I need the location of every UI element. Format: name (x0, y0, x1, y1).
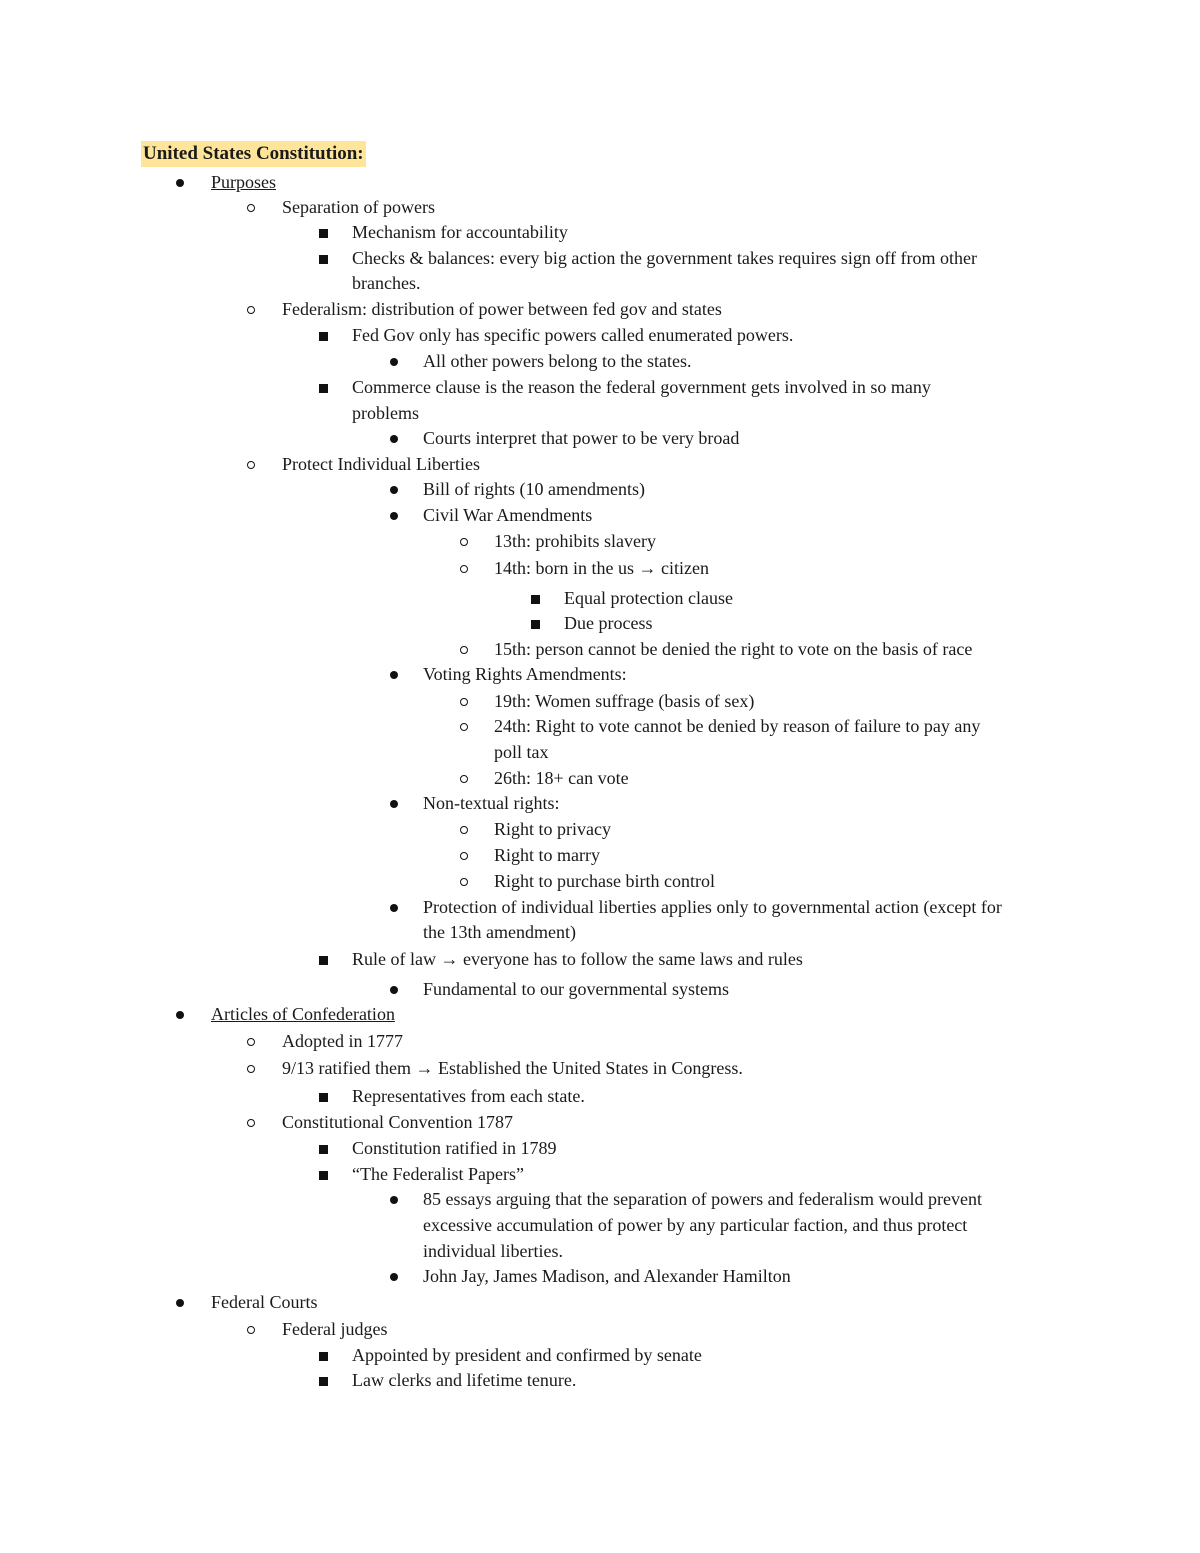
outline-item-text: Appointed by president and confirmed by senate (352, 1345, 702, 1365)
bullet-disc-icon (176, 179, 184, 187)
bullet-disc-icon (390, 986, 398, 994)
bullet-disc-icon (176, 1299, 184, 1307)
bullet-disc-icon (390, 358, 398, 366)
outline-item-text: Right to purchase birth control (494, 871, 715, 891)
bullet-disc-icon (390, 435, 398, 443)
outline-item-text: Federalism: distribution of power between fed gov and states (282, 299, 722, 319)
outline-item-text: Articles of Confederation (211, 1004, 395, 1024)
bullet-circle-icon (247, 204, 255, 212)
outline-item-text: Protection of individual liberties applies only to governmental action (except for (423, 897, 1002, 917)
outline-item-text: branches. (352, 273, 421, 293)
bullet-circle-icon (247, 1065, 255, 1073)
bullet-circle-icon (460, 826, 468, 834)
bullet-disc-icon (390, 512, 398, 520)
outline-item-text: individual liberties. (423, 1241, 563, 1261)
outline-item-text: Right to privacy (494, 819, 611, 839)
outline-item-text: Checks & balances: every big action the government takes requires sign off from other (352, 248, 977, 268)
bullet-square-icon (319, 956, 328, 965)
bullet-circle-icon (460, 723, 468, 731)
bullet-circle-icon (247, 1119, 255, 1127)
bullet-circle-icon (460, 775, 468, 783)
bullet-disc-icon (176, 1011, 184, 1019)
bullet-circle-icon (247, 1326, 255, 1334)
outline-item-text: Law clerks and lifetime tenure. (352, 1370, 577, 1390)
outline-item-text: Constitution ratified in 1789 (352, 1138, 557, 1158)
outline-item-text: Fed Gov only has specific powers called enumerated powers. (352, 325, 794, 345)
outline-item-text: Constitutional Convention 1787 (282, 1112, 514, 1132)
outline-item-text: 13th: prohibits slavery (494, 531, 656, 551)
outline-item-text: Courts interpret that power to be very broad (423, 428, 740, 448)
outline-item-text: Non-textual rights: (423, 793, 560, 813)
outline-item-text: 19th: Women suffrage (basis of sex) (494, 691, 755, 711)
outline-item-text: Purposes (211, 172, 277, 192)
outline-item-text: Protect Individual Liberties (282, 454, 480, 474)
bullet-square-icon (319, 1145, 328, 1154)
bullet-circle-icon (460, 878, 468, 886)
outline-item-text: 14th: born in the us → citizen (494, 558, 709, 578)
outline-item-text: 24th: Right to vote cannot be denied by reason of failure to pay any (494, 716, 981, 736)
outline-item-text: excessive accumulation of power by any particular faction, and thus protect (423, 1215, 968, 1235)
outline-item-text: problems (352, 403, 419, 423)
bullet-disc-icon (390, 1273, 398, 1281)
bullet-square-icon (531, 595, 540, 604)
bullet-circle-icon (247, 461, 255, 469)
bullet-square-icon (319, 255, 328, 264)
bullet-circle-icon (247, 1038, 255, 1046)
outline-item-text: Federal Courts (211, 1292, 318, 1312)
bullet-circle-icon (460, 698, 468, 706)
outline-item-text: Voting Rights Amendments: (423, 664, 627, 684)
bullet-circle-icon (460, 646, 468, 654)
outline-item-text: 26th: 18+ can vote (494, 768, 629, 788)
bullet-square-icon (319, 1377, 328, 1386)
bullet-disc-icon (390, 904, 398, 912)
bullet-circle-icon (460, 565, 468, 573)
bullet-square-icon (319, 384, 328, 393)
outline-item-text: Equal protection clause (564, 588, 733, 608)
outline-item-text: Due process (564, 613, 653, 633)
bullet-square-icon (319, 1171, 328, 1180)
outline-item-text: the 13th amendment) (423, 922, 576, 942)
outline-item-text: poll tax (494, 742, 549, 762)
outline-item-text: Right to marry (494, 845, 600, 865)
outline-item-text: Rule of law → everyone has to follow the same laws and rules (352, 949, 803, 969)
outline-item-text: Bill of rights (10 amendments) (423, 479, 645, 499)
bullet-square-icon (319, 1352, 328, 1361)
bullet-square-icon (319, 229, 328, 238)
outline-item-text: 9/13 ratified them → Established the United States in Congress. (282, 1058, 743, 1078)
bullet-circle-icon (460, 852, 468, 860)
bullet-disc-icon (390, 800, 398, 808)
bullet-circle-icon (247, 306, 255, 314)
outline-item-text: Commerce clause is the reason the federal government gets involved in so many (352, 377, 931, 397)
outline-item-text: All other powers belong to the states. (423, 351, 692, 371)
bullet-circle-icon (460, 538, 468, 546)
outline-item-text: 15th: person cannot be denied the right to vote on the basis of race (494, 639, 973, 659)
outline-item-text: Representatives from each state. (352, 1086, 585, 1106)
outline-item-text: Separation of powers (282, 197, 435, 217)
outline-item-text: Fundamental to our governmental systems (423, 979, 729, 999)
bullet-square-icon (319, 332, 328, 341)
bullet-disc-icon (390, 1196, 398, 1204)
bullet-square-icon (319, 1093, 328, 1102)
outline-item-text: 85 essays arguing that the separation of powers and federalism would prevent (423, 1189, 983, 1209)
outline-item-text: Mechanism for accountability (352, 222, 568, 242)
outline-item-text: Federal judges (282, 1319, 388, 1339)
outline-item-text: Civil War Amendments (423, 505, 593, 525)
bullet-square-icon (531, 620, 540, 629)
bullet-disc-icon (390, 671, 398, 679)
page-title: United States Constitution: (141, 141, 366, 167)
outline-item-text: “The Federalist Papers” (352, 1164, 524, 1184)
outline-item-text: John Jay, James Madison, and Alexander Hamilton (423, 1266, 791, 1286)
bullet-disc-icon (390, 486, 398, 494)
outline-item-text: Adopted in 1777 (282, 1031, 403, 1051)
